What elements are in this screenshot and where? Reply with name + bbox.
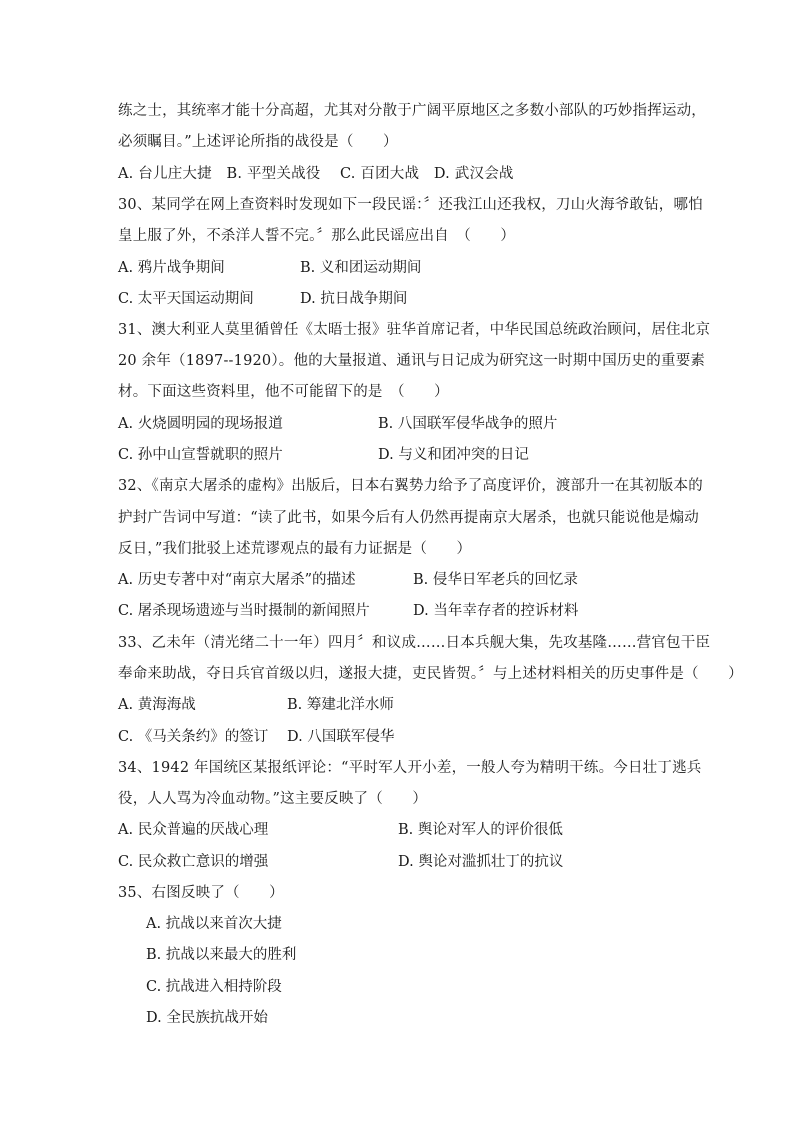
q32-stem-line-1: 32、《南京大屠杀的虚构》出版后，日本右翼势力给予了高度评价，渡部升一在其初版本的 [118, 478, 703, 494]
q30-option-d: D. 抗日战争期间 [300, 291, 408, 307]
q33-option-d: D. 八国联军侵华 [287, 729, 395, 745]
q33-stem-line-1: 33、乙未年（清光绪二十一年）四月〞和议成……日本兵舰大集，先攻基隆……营官包干臣 [118, 635, 711, 651]
q34-stem-line-1: 34、1942 年国统区某报纸评论：“平时军人开小差，一般人夸为精明干练。今日壮丁逃兵 [118, 760, 702, 776]
q32-option-d: D. 当年幸存者的控诉材料 [413, 603, 579, 619]
q32-option-a: A. 历史专著中对“南京大屠杀”的描述 [118, 572, 356, 588]
q33-stem-line-2: 奉命来助战，夺日兵官首级以归，遂报大捷，吏民皆贺。〞与上述材料相关的历史事件是（ ） [118, 666, 743, 682]
q35-option-a: A. 抗战以来首次大捷 [146, 916, 282, 932]
q32-stem-line-2: 护封广告词中写道：“读了此书，如果今后有人仍然再提南京大屠杀，也就只能说他是煽动 [118, 510, 699, 526]
q34-option-d: D. 舆论对滥抓壮丁的抗议 [398, 854, 564, 870]
q30-option-c: C. 太平天国运动期间 [118, 291, 254, 307]
q33-option-a: A. 黄海海战 [118, 697, 196, 713]
q31-option-a: A. 火烧圆明园的现场报道 [118, 416, 283, 432]
q31-option-b: B. 八国联军侵华战争的照片 [378, 416, 558, 432]
q31-stem-line-3: 材。下面这些资料里，他不可能留下的是 （ ） [118, 384, 449, 400]
intro-line-2: 必须瞩目。”上述评论所指的战役是（ ） [118, 134, 398, 150]
q30-stem-line-2: 皇上服了外，不杀洋人誓不完。〞那么此民谣应出自 （ ） [118, 228, 516, 244]
q33-option-c: C. 《马关条约》的签订 [118, 729, 269, 745]
q31-option-c: C. 孙中山宣誓就职的照片 [118, 447, 283, 463]
q31-option-d: D. 与义和团冲突的日记 [378, 447, 529, 463]
q34-stem-line-2: 役，人人骂为冷血动物。”这主要反映了（ ） [118, 791, 428, 807]
q32-option-b: B. 侵华日军老兵的回忆录 [413, 572, 578, 588]
q35-stem-line-1: 35、右图反映了（ ） [118, 885, 284, 901]
q35-option-b: B. 抗战以来最大的胜利 [146, 947, 297, 963]
q32-option-c: C. 屠杀现场遗迹与当时摄制的新闻照片 [118, 603, 370, 619]
q34-option-c: C. 民众救亡意识的增强 [118, 854, 269, 870]
q34-option-b: B. 舆论对军人的评价很低 [398, 822, 563, 838]
q33-option-b: B. 筹建北洋水师 [287, 697, 394, 713]
q30-option-b: B. 义和团运动期间 [300, 260, 422, 276]
q30-option-a: A. 鸦片战争期间 [118, 260, 225, 276]
intro-line-1: 练之士，其统率才能十分高超，尤其对分散于广阔平原地区之多数小部队的巧妙指挥运动， [118, 103, 706, 119]
q34-option-a: A. 民众普遍的厌战心理 [118, 822, 269, 838]
q31-stem-line-2: 20 余年（1897--1920）。他的大量报道、通讯与日记成为研究这一时期中国历史的重要素 [118, 353, 706, 369]
q30-stem-line-1: 30、某同学在网上查资料时发现如下一段民谣：〞还我江山还我权，刀山火海爷敢钻，哪怕 [118, 197, 703, 213]
q35-option-c: C. 抗战进入相持阶段 [146, 979, 282, 995]
q32-stem-line-3: 反日，”我们批驳上述荒谬观点的最有力证据是（ ） [118, 541, 472, 557]
intro-options: A. 台儿庄大捷 B. 平型关战役 C. 百团大战 D. 武汉会战 [118, 166, 514, 182]
q35-option-d: D. 全民族抗战开始 [146, 1010, 268, 1026]
q31-stem-line-1: 31、澳大利亚人莫里循曾任《太晤士报》驻华首席记者，中华民国总统政治顾问，居住北京 [118, 322, 711, 338]
